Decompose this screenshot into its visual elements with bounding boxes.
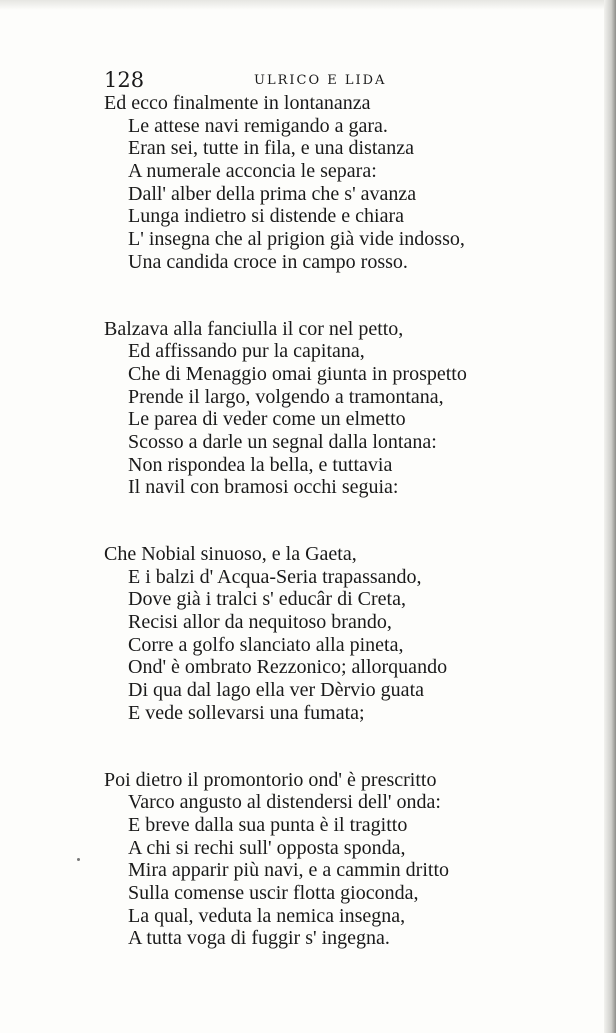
verse-line: E vede sollevarsi una fumata; [128, 701, 365, 724]
page-header [104, 66, 524, 94]
verse-line: Poi dietro il promontorio ond' è prescritto [104, 768, 437, 791]
verse-line: Dove già i tralci s' educâr di Creta, [128, 588, 406, 611]
verse-line: Che di Menaggio omai giunta in prospetto [128, 362, 467, 385]
verse-line: E i balzi d' Acqua-Seria trapassando, [128, 565, 422, 588]
verse-line: Recisi allor da nequitoso brando, [128, 611, 392, 634]
verse-line: Sulla comense uscir flotta gioconda, [128, 881, 419, 904]
verse-line: Dall' alber della prima che s' avanza [128, 182, 417, 205]
verse-line: Ond' è ombrato Rezzonico; allorquando [128, 656, 448, 679]
poem-body [104, 92, 594, 950]
verse-line: Le attese navi remigando a gara. [128, 114, 388, 137]
verse-line: Eran sei, tutte in fila, e una distanza [128, 137, 415, 160]
verse-line: Mira apparir più navi, e a cammin dritto [128, 859, 450, 882]
stanza-4 [104, 769, 594, 951]
verse-line: Che Nobial sinuoso, e la Gaeta, [104, 543, 357, 565]
margin-dot [77, 858, 80, 861]
verse-line: Corre a golfo slanciato alla pineta, [128, 633, 404, 656]
verse-line: Lunga indietro si distende e chiara [128, 205, 405, 228]
page-number: 128 [104, 68, 145, 92]
stanza-3 [104, 543, 594, 725]
stanza-1 [104, 92, 594, 274]
verse-line: A tutta voga di fuggir s' ingegna. [128, 927, 390, 950]
verse-line: Il navil con bramosi occhi seguia: [128, 476, 399, 499]
verse-line: A numerale acconcia le separa: [128, 160, 377, 183]
verse-line: Una candida croce in campo rosso. [128, 250, 408, 273]
page-top-shadow [0, 0, 616, 10]
page-binding-edge [604, 0, 616, 1033]
verse-line: La qual, veduta la nemica insegna, [128, 904, 406, 927]
verse-line: Ed ecco finalmente in lontananza [104, 92, 371, 114]
verse-line: Varco angusto al distendersi dell' onda: [128, 791, 441, 814]
verse-line: Le parea di veder come un elmetto [128, 408, 406, 431]
verse-line: Scosso a darle un segnal dalla lontana: [128, 430, 437, 453]
verse-line: Di qua dal lago ella ver Dèrvio guata [128, 679, 424, 702]
running-head: ULRICO E LIDA [254, 73, 387, 88]
verse-line: E breve dalla sua punta è il tragitto [128, 813, 408, 836]
verse-line: Balzava alla fanciulla il cor nel petto, [104, 317, 404, 340]
stanza-2 [104, 318, 594, 500]
verse-line: L' insegna che al prigion già vide indosso, [128, 228, 465, 251]
verse-line: Non rispondea la bella, e tuttavia [128, 453, 393, 476]
verse-line: Ed affissando pur la capitana, [128, 340, 365, 363]
verse-line: Prende il largo, volgendo a tramontana, [128, 385, 444, 408]
verse-line: A chi si rechi sull' opposta sponda, [128, 836, 406, 859]
